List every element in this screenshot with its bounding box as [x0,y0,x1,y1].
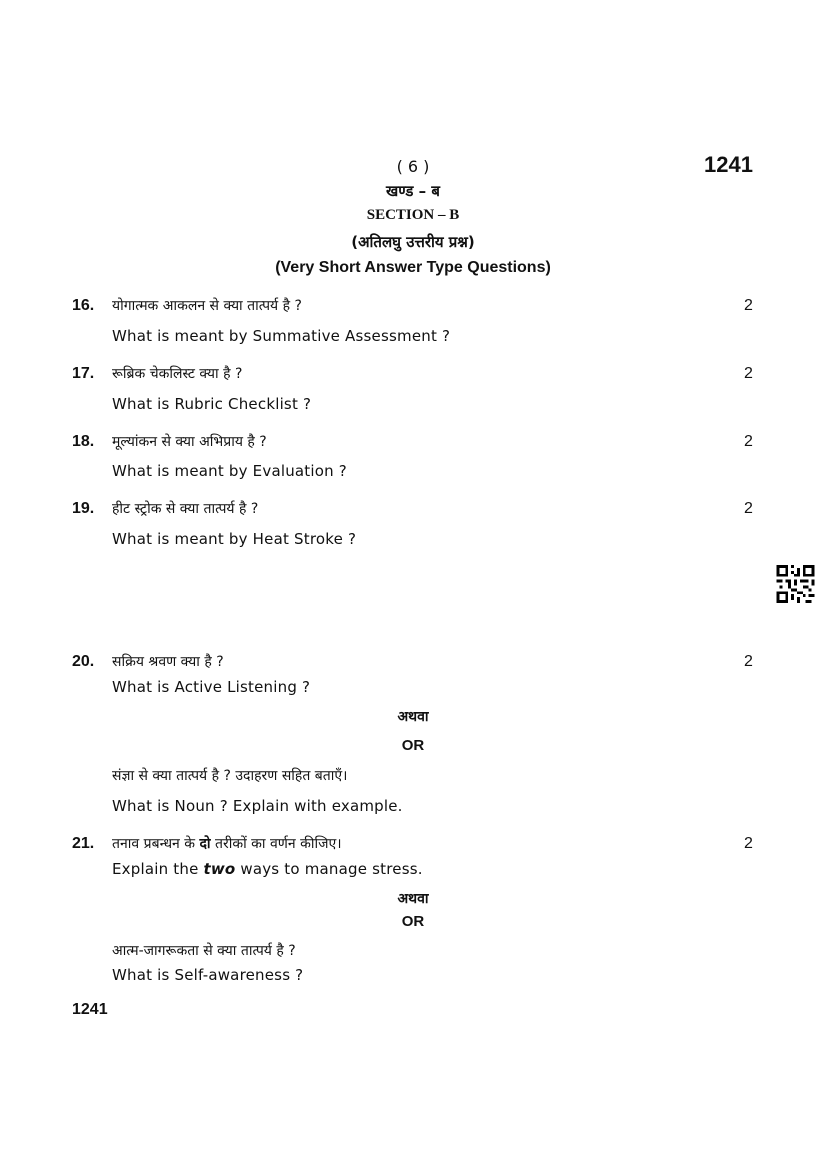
alternate-question-english: What is Noun ? Explain with example. [112,797,403,815]
question-marks: 2 [744,653,753,670]
or-english: OR [401,737,425,754]
question-number: 16. [72,297,95,314]
question-english: What is Rubric Checklist ? [112,395,312,413]
question-hindi: योगात्मक आकलन से क्या तात्पर्य है ? [112,298,302,314]
question-number: 18. [72,433,95,450]
question-number: 21. [72,835,95,852]
qr-code [776,565,815,603]
question-hindi: मूल्यांकन से क्या अभिप्राय है ? [112,434,267,450]
alternate-question-english: What is Self-awareness ? [112,966,304,984]
or-hindi: अथवा [397,891,429,907]
emphasis-two-hindi: दो [199,836,211,852]
paper-code-top: 1241 [704,152,753,177]
question-marks: 2 [744,297,753,314]
question-hindi: सक्रिय श्रवण क्या है ? [112,654,224,670]
question-english: What is Active Listening ? [112,678,311,696]
question-hindi: रूब्रिक चेकलिस्ट क्या है ? [112,366,243,382]
section-subtitle-english: (Very Short Answer Type Questions) [275,259,551,276]
alternate-question-hindi: आत्म-जागरूकता से क्या तात्पर्य है ? [112,943,296,959]
or-english: OR [401,913,425,930]
question-hindi: हीट स्ट्रोक से क्या तात्पर्य है ? [112,501,259,517]
question-marks: 2 [744,835,753,852]
question-number: 17. [72,365,95,382]
question-marks: 2 [744,433,753,450]
question-marks: 2 [744,500,753,517]
question-english: Explain the two ways to manage stress. [112,860,423,878]
paper-code-bottom: 1241 [72,1001,108,1018]
section-subtitle-hindi: (अतिलघु उत्तरीय प्रश्न) [351,233,475,251]
question-number: 20. [72,653,95,670]
question-english: What is meant by Summative Assessment ? [112,327,451,345]
section-title-hindi: खण्ड – ब [386,182,440,200]
question-number: 19. [72,500,95,517]
section-title-english: SECTION – B [366,207,460,223]
question-english: What is meant by Heat Stroke ? [112,530,357,548]
alternate-question-hindi: संज्ञा से क्या तात्पर्य है ? उदाहरण सहित बताएँ। [112,768,348,784]
question-english: What is meant by Evaluation ? [112,462,347,480]
question-hindi: तनाव प्रबन्धन के दो तरीकों का वर्णन कीजिए। [112,836,342,852]
emphasis-two-english: two [203,860,236,878]
or-hindi: अथवा [397,709,429,725]
page-number: ( 6 ) [396,157,430,176]
question-marks: 2 [744,365,753,382]
